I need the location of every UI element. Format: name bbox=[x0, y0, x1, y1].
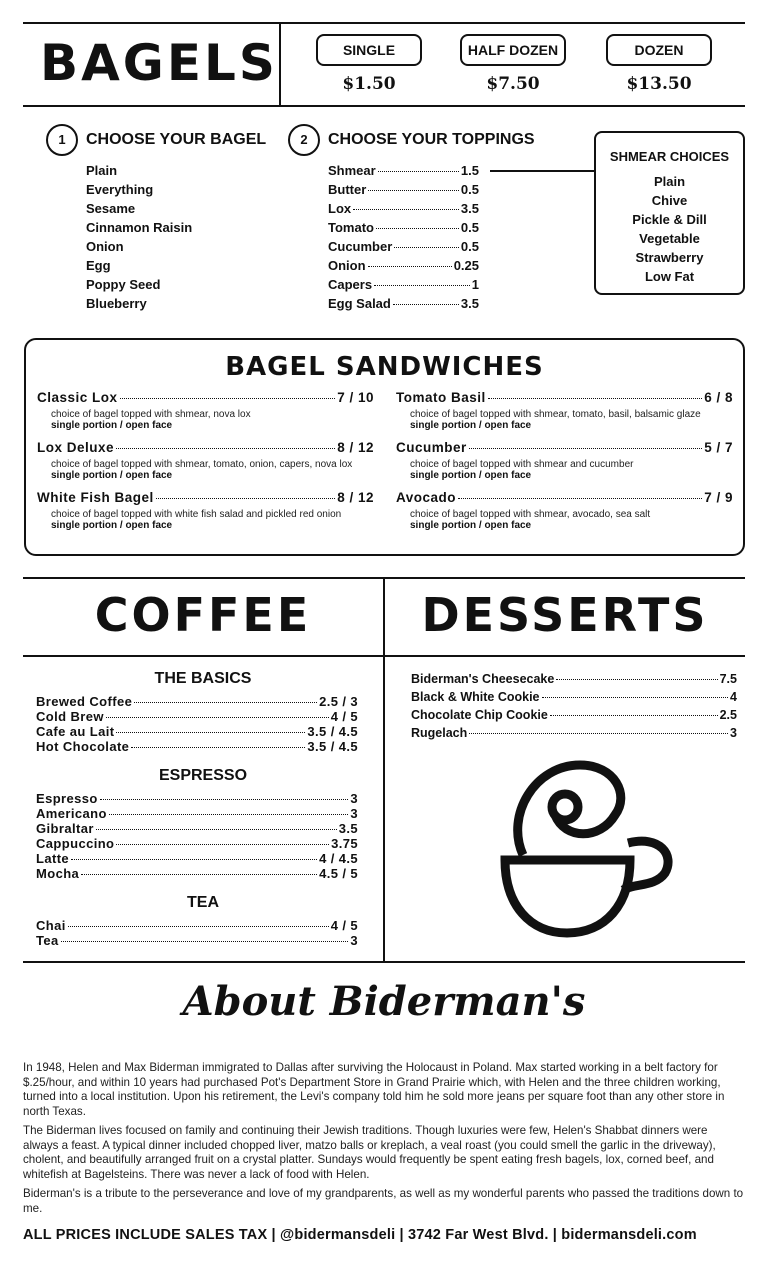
menu-item bbox=[328, 256, 479, 275]
sandwich-note: single portion / open face bbox=[410, 520, 532, 531]
item-name: Lox Deluxe bbox=[37, 440, 115, 455]
step-label: CHOOSE YOUR BAGEL bbox=[86, 131, 267, 148]
item-price: 3 bbox=[730, 726, 737, 740]
bagel-option: Onion bbox=[86, 239, 124, 254]
menu-item bbox=[396, 490, 733, 505]
shmear-option: Plain bbox=[653, 174, 686, 189]
shmear-option: Vegetable bbox=[639, 231, 700, 246]
about-text bbox=[23, 1061, 745, 1221]
about-paragraph: Biderman's is a tribute to the perseverance and love of my grandparents, as well as my wonderful parents who passed the traditions down to me. bbox=[23, 1187, 744, 1215]
menu-item bbox=[36, 709, 358, 724]
coffee-section-title: TEA bbox=[187, 894, 219, 911]
item-name: Tea bbox=[36, 933, 59, 948]
item-price: 0.5 bbox=[460, 220, 479, 235]
item-name: Latte bbox=[36, 851, 70, 866]
sandwich-note: single portion / open face bbox=[410, 420, 532, 431]
item-price: 8 / 12 bbox=[337, 490, 374, 505]
item-price: 4.5 / 5 bbox=[319, 866, 358, 881]
sandwich-item bbox=[396, 440, 733, 481]
item-price: 3 bbox=[350, 933, 358, 948]
item-price: 3.75 bbox=[331, 836, 358, 851]
menu-item bbox=[37, 490, 374, 505]
item-price: 7 / 9 bbox=[704, 490, 733, 505]
item-price: 3.5 / 4.5 bbox=[307, 724, 358, 739]
menu-item bbox=[36, 806, 358, 821]
coffee-title: COFFEE bbox=[94, 588, 312, 642]
size-option-button[interactable]: SINGLE bbox=[316, 34, 422, 66]
item-name: Hot Chocolate bbox=[36, 739, 130, 754]
item-name: Americano bbox=[36, 806, 107, 821]
item-price: 2.5 / 3 bbox=[319, 694, 358, 709]
item-price: 3.5 bbox=[460, 201, 479, 216]
item-name: Cucumber bbox=[328, 239, 393, 254]
footer: ALL PRICES INCLUDE SALES TAX | @bidermansdeli | 3742 Far West Blvd. | bidermansdeli.com bbox=[23, 1227, 697, 1243]
size-option-button[interactable]: DOZEN bbox=[606, 34, 712, 66]
menu-item bbox=[328, 275, 479, 294]
size-price: $1.50 bbox=[342, 74, 396, 94]
toppings-list bbox=[328, 161, 479, 313]
sandwich-item bbox=[37, 490, 374, 531]
menu-item bbox=[328, 161, 479, 180]
item-name: Cold Brew bbox=[36, 709, 104, 724]
sandwich-note: single portion / open face bbox=[51, 520, 173, 531]
item-name: Chocolate Chip Cookie bbox=[411, 708, 548, 722]
item-price: 3.5 bbox=[460, 296, 479, 311]
bagel-option: Plain bbox=[86, 163, 118, 178]
item-name: Brewed Coffee bbox=[36, 694, 133, 709]
item-price: 4 / 5 bbox=[330, 709, 358, 724]
menu-item bbox=[36, 821, 358, 836]
item-price: 1 bbox=[471, 277, 479, 292]
item-name: Tomato bbox=[328, 220, 374, 235]
menu-item bbox=[36, 866, 358, 881]
coffee-list bbox=[36, 918, 358, 948]
item-name: Cafe au Lait bbox=[36, 724, 115, 739]
menu-item bbox=[36, 851, 358, 866]
size-option-button[interactable]: HALF DOZEN bbox=[460, 34, 566, 66]
desserts-list bbox=[411, 670, 737, 742]
sandwich-desc: choice of bagel topped with shmear, tomato, basil, balsamic glaze bbox=[410, 409, 701, 420]
item-price: 3.5 bbox=[338, 821, 358, 836]
menu-item bbox=[36, 836, 358, 851]
item-name: Black & White Cookie bbox=[411, 690, 540, 704]
item-name: Onion bbox=[328, 258, 366, 273]
item-name: Tomato Basil bbox=[396, 390, 486, 405]
shmear-option: Pickle & Dill bbox=[632, 212, 707, 227]
item-price: 4 bbox=[730, 690, 737, 704]
item-price: 3 bbox=[350, 806, 358, 821]
menu-item bbox=[37, 390, 374, 405]
item-price: 8 / 12 bbox=[337, 440, 374, 455]
coffee-section-title: ESPRESSO bbox=[158, 767, 248, 784]
item-price: 0.5 bbox=[460, 182, 479, 197]
item-name: Egg Salad bbox=[328, 296, 391, 311]
about-title: About Biderman's bbox=[182, 978, 586, 1025]
item-name: Butter bbox=[328, 182, 367, 197]
menu-item bbox=[411, 706, 737, 724]
item-name: Shmear bbox=[328, 163, 376, 178]
bagel-list bbox=[86, 161, 192, 313]
sandwiches-title: BAGEL SANDWICHES bbox=[225, 352, 544, 382]
bagel-option: Everything bbox=[86, 182, 154, 197]
item-price: 7 / 10 bbox=[337, 390, 374, 405]
menu-item bbox=[328, 237, 479, 256]
desserts-title: DESSERTS bbox=[421, 588, 709, 642]
menu-item bbox=[396, 440, 733, 455]
sandwich-note: single portion / open face bbox=[51, 470, 173, 481]
item-name: Gibraltar bbox=[36, 821, 94, 836]
size-price: $7.50 bbox=[486, 74, 540, 94]
bagel-option: Poppy Seed bbox=[86, 277, 161, 292]
sandwich-note: single portion / open face bbox=[51, 420, 173, 431]
item-name: Cappuccino bbox=[36, 836, 115, 851]
bagel-option: Cinnamon Raisin bbox=[86, 220, 193, 235]
item-price: 4 / 5 bbox=[330, 918, 358, 933]
sandwich-desc: choice of bagel topped with shmear, nova lox bbox=[51, 409, 251, 420]
step-1 bbox=[46, 124, 266, 156]
sandwich-item bbox=[396, 490, 733, 531]
sandwich-item bbox=[37, 440, 374, 481]
sandwich-item bbox=[396, 390, 733, 431]
item-name: Lox bbox=[328, 201, 352, 216]
shmear-choices-box bbox=[594, 131, 745, 295]
item-name: Classic Lox bbox=[37, 390, 118, 405]
menu-item bbox=[36, 724, 358, 739]
menu-item bbox=[328, 180, 479, 199]
step-label: CHOOSE YOUR TOPPINGS bbox=[328, 131, 535, 148]
item-name: Rugelach bbox=[411, 726, 468, 740]
bagel-coffee-cup-icon bbox=[495, 755, 685, 945]
sandwich-desc: choice of bagel topped with shmear and cucumber bbox=[410, 459, 634, 470]
sandwich-note: single portion / open face bbox=[410, 470, 532, 481]
menu-item bbox=[396, 390, 733, 405]
about-paragraph: In 1948, Helen and Max Biderman immigrated to Dallas after surviving the Holocaust in Poland. Max started working in a belt factory for $.25/hour, and within 10 years had purchased Pot's Department Store in Grand Prairie which, with Helen and the three children working, turned into a local institution. Upon his retirement, the Levi's company told him he sold more jeans per square foot than any other store in north Texas. bbox=[23, 1061, 725, 1118]
step-number: 2 bbox=[288, 124, 320, 156]
menu-item bbox=[36, 918, 358, 933]
shmear-title: SHMEAR CHOICES bbox=[609, 149, 730, 164]
menu-item bbox=[37, 440, 374, 455]
bagel-option: Egg bbox=[86, 258, 111, 273]
coffee-section-title: THE BASICS bbox=[154, 670, 252, 687]
item-name: Espresso bbox=[36, 791, 98, 806]
item-price: 1.5 bbox=[460, 163, 479, 178]
item-price: 3.5 / 4.5 bbox=[307, 739, 358, 754]
menu-item bbox=[36, 739, 358, 754]
size-price: $13.50 bbox=[626, 74, 692, 94]
about-paragraph: The Biderman lives focused on family and continuing their Jewish traditions. Though luxuries were few, Helen's Shabbat dinners were always a feast. A typical dinner included chopped liver, matzo balls or kreplach, a veal roast (you could smell the garlic in the driveway), cholent, and beautifully arranged fruit on a crystal platter. Sundays would frequently be spent eating fresh bagels, lox, corned beef, and whitefish at Bagelsteins. There was never a lack of food with Helen. bbox=[23, 1124, 716, 1181]
menu-item bbox=[36, 933, 358, 948]
menu-item bbox=[328, 294, 479, 313]
menu-item bbox=[36, 791, 358, 806]
coffee-list bbox=[36, 694, 358, 754]
item-name: Biderman's Cheesecake bbox=[411, 672, 555, 686]
bagels-title: BAGELS bbox=[40, 34, 278, 92]
menu-item bbox=[328, 218, 479, 237]
item-name: White Fish Bagel bbox=[37, 490, 154, 505]
shmear-option: Chive bbox=[651, 193, 688, 208]
sandwich-desc: choice of bagel topped with white fish salad and pickled red onion bbox=[51, 509, 342, 520]
item-name: Avocado bbox=[396, 490, 457, 505]
item-price: 0.25 bbox=[453, 258, 479, 273]
sandwich-item bbox=[37, 390, 374, 431]
step-2 bbox=[288, 124, 535, 156]
menu-item bbox=[328, 199, 479, 218]
item-price: 0.5 bbox=[460, 239, 479, 254]
sandwich-desc: choice of bagel topped with shmear, avocado, sea salt bbox=[410, 509, 651, 520]
sandwich-desc: choice of bagel topped with shmear, tomato, onion, capers, nova lox bbox=[51, 459, 353, 470]
bagel-option: Sesame bbox=[86, 201, 136, 216]
item-price: 6 / 8 bbox=[704, 390, 733, 405]
item-price: 5 / 7 bbox=[704, 440, 733, 455]
item-name: Mocha bbox=[36, 866, 80, 881]
shmear-option: Low Fat bbox=[644, 269, 695, 284]
menu-item bbox=[36, 694, 358, 709]
shmear-option: Strawberry bbox=[635, 250, 704, 265]
coffee-list bbox=[36, 791, 358, 881]
menu-item bbox=[411, 724, 737, 742]
item-price: 7.5 bbox=[719, 672, 737, 686]
item-name: Cucumber bbox=[396, 440, 467, 455]
menu-item bbox=[411, 670, 737, 688]
item-price: 4 / 4.5 bbox=[319, 851, 358, 866]
item-price: 2.5 bbox=[719, 708, 737, 722]
step-number: 1 bbox=[46, 124, 78, 156]
item-name: Capers bbox=[328, 277, 373, 292]
menu-item bbox=[411, 688, 737, 706]
item-price: 3 bbox=[350, 791, 358, 806]
item-name: Chai bbox=[36, 918, 66, 933]
bagel-option: Blueberry bbox=[86, 296, 147, 311]
